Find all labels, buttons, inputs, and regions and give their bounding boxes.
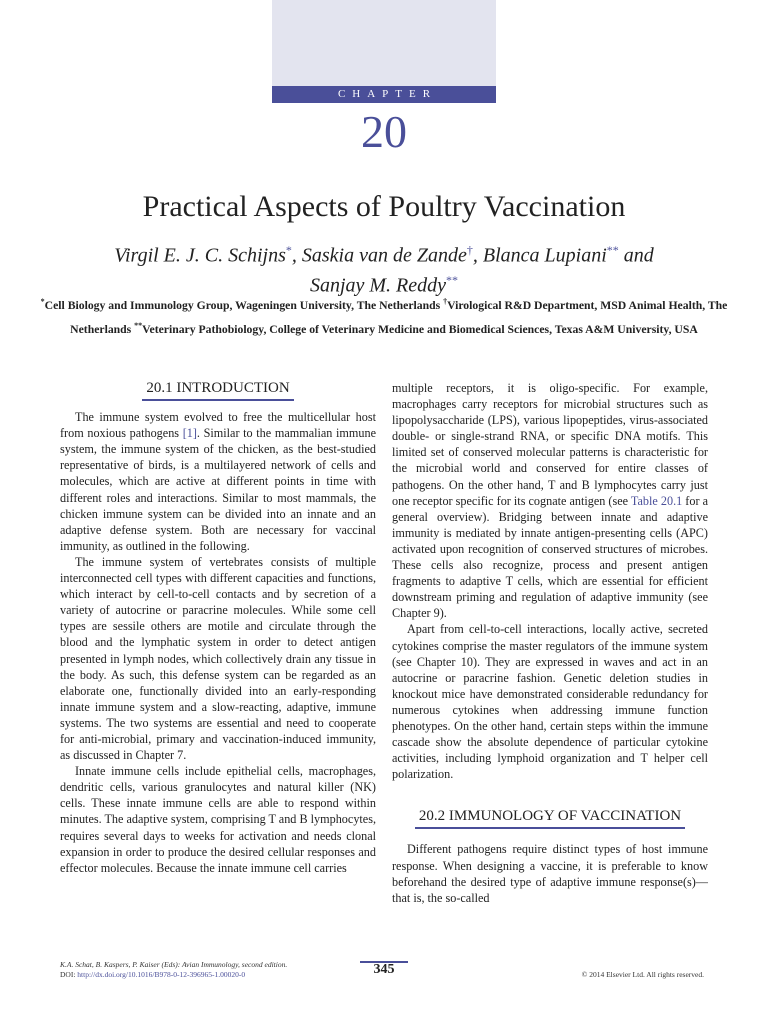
author-mark: † (466, 243, 473, 257)
section-heading: 20.1 INTRODUCTION (60, 380, 376, 399)
author-name: Virgil E. J. C. Schijns (114, 244, 286, 267)
paragraph: Innate immune cells include epithelial cells, macrophages, dendritic cells, various granulocytes and natural killer (NK) cells. These innate immune cells are able to respond within minutes. The adaptive system, comprising T and B lymphocytes, requires several days to weeks for activation and needs clonal expansion in order to produce the desired cellular responses and effector molecules. Because the innate immune cell carries (60, 764, 376, 875)
page-number: 345 (373, 962, 395, 977)
author-name: Blanca Lupiani (482, 244, 607, 267)
author-name: Sanjay M. Reddy (309, 274, 447, 297)
author-list: Virgil E. J. C. Schijns*, Saskia van de Zande†, Blanca Lupiani** and Sanjay M. Reddy** (114, 243, 654, 297)
affiliations (30, 292, 738, 340)
table-link[interactable]: Table 20.1 (630, 493, 683, 508)
chapter-header-block (272, 0, 496, 86)
affil-text: Veterinary Pathobiology, College of Veterinary Medicine and Biomedical Sciences, Texas A&M University, USA (142, 322, 698, 336)
doi-link[interactable]: http://dx.doi.org/10.1016/B978-0-12-396965-1.00020-0 (77, 970, 246, 979)
citation-link[interactable]: [1] (182, 426, 197, 441)
paragraph: Different pathogens require distinct types of host immune response. When designing a vaccine, it is preferable to know beforehand the desired type of adaptive immune response(s)—that is, the so-called (392, 842, 708, 905)
author-mark: ** (606, 243, 619, 257)
author-mark: ** (446, 272, 459, 287)
chapter-number: 20 (361, 106, 407, 157)
affil-text: Virological R&D Department, MSD Animal Health, The Netherlands (70, 298, 728, 336)
footer-citation: K.A. Schat, B. Kaspers, P. Kaiser (Eds): Avian Immunology, second edition. DOI: http://dx.doi.org/10.1016/B978-0-12-396965-1.00020-0 (60, 960, 288, 979)
copyright: © 2014 Elsevier Ltd. All rights reserved. (581, 970, 704, 979)
paragraph: The immune system evolved to free the multicellular host from noxious pathogens [1]. Similar to the mammalian immune system, the immune system of the chicken, as the best-studied representative of birds, is a multilayered network of cells and molecules, which are active at different points in time with different roles and interactions. Similar to most mammals, the chicken immune system can be divided into an innate and an adaptive defense system. Both are necessary for vaccinal immunity, as outlined in the following. (60, 410, 376, 553)
paragraph: multiple receptors, it is oligo-specific. For example, macrophages carry receptors for microbial structures such as lipopolysaccharide (LPS), various lipopeptides, virus-associated double- or single-strand RNA, or specific DNA motifs. This limited set of conserved molecular patterns is characteristic for the microbial world and conserved for entire classes of pathogens. On the other hand, T and B lymphocytes carry just one receptor specific for its cognate antigen (see Table 20.1 for a general overview). Bridging between innate and adaptive immunity is mediated by innate antigen-presenting cells (APC) activated upon recognition of conserved structures of microbes. These cells also recognize, process and present antigen fragments to adaptive T cells, which are essential for efficient downstream priming and regulation of adaptive immunity (see Chapter 9). (392, 381, 708, 621)
author-conjunction: and (623, 244, 654, 267)
paragraph: The immune system of vertebrates consists of multiple interconnected cell types with different capacities and functions, which interact by cell-to-cell contacts and by secretion of a variety of autocrine or paracrine molecules. While some cell types are sessile others are motile and circulate through the blood and the lymphatic system in order to detect antigen presented in lymph nodes, which collectively drain any tissue in the body. As such, this defense system can be regarded as an elaborate one, functionally divided into an early-responding innate immune system and a slow-reacting, adaptive, immune systems. The two systems are essential and need to cooperate for anti-microbial, primary and vaccination-induced immunity, as discussed in Chapter 7. (60, 554, 376, 763)
affil-mark: † (443, 297, 448, 306)
author-mark: * (285, 243, 292, 257)
affil-mark: * (40, 297, 45, 306)
author-name: Saskia van de Zande (301, 244, 467, 267)
right-column (392, 380, 708, 906)
chapter-label: CHAPTER (272, 86, 496, 103)
affil-mark: ** (134, 320, 143, 330)
section-heading: 20.2 IMMUNOLOGY OF VACCINATION (392, 808, 708, 827)
chapter-title: Practical Aspects of Poultry Vaccination (142, 190, 626, 223)
left-column (60, 380, 376, 876)
paragraph: Apart from cell-to-cell interactions, locally active, secreted cytokines comprise the master regulators of the immune system (see Chapter 10). They are expressed in waves and act in an autocrine or paracrine fashion. Genetic deletion studies in knockout mice have demonstrated considerable redundancy for numerous cytokines when addressing immune function phenotypes. On the other hand, certain steps within the immune cascade show the absolute dependence of particular cytokine activities, including lymphoid organization and T helper cell polarization. (392, 622, 708, 782)
affil-text: Cell Biology and Immunology Group, Wageningen University, The Netherlands (44, 298, 441, 312)
